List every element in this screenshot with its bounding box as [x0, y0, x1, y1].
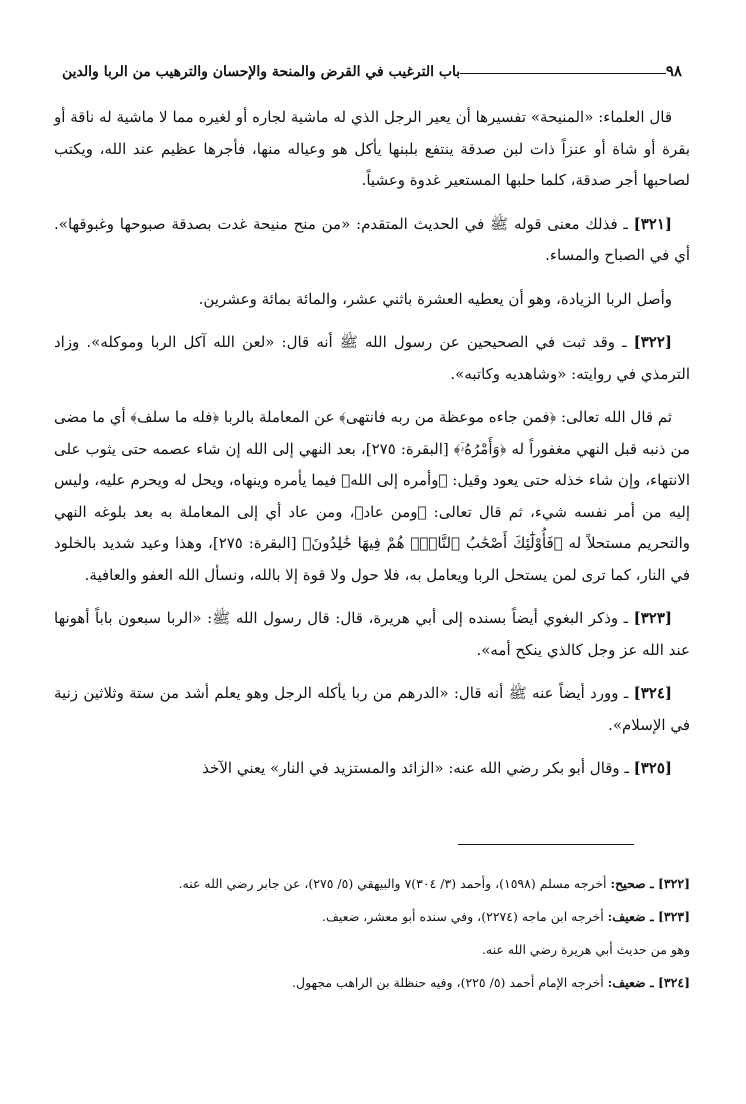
paragraph-text: ـ وورد أيضاً عنه ﷺ أنه قال: «الدرهم من ربا يأكله الرجل وهو يعلم أشد من ستة وثلاثين زنية في الإسلام». — [54, 684, 690, 734]
hadith-325 — [54, 753, 690, 785]
hadith-number: [٣٢٤] — [633, 684, 672, 702]
paragraph-text: ـ وقد ثبت في الصحيحين عن رسول الله ﷺ أنه قال: «لعن الله آكل الربا وموكله». وزاد الترمذي في روايته: «وشاهديه وكاتبه». — [54, 333, 690, 383]
hadith-number: [٣٢٢] — [633, 333, 672, 351]
footnote-text: وهو من حديث أبي هريرة رضي الله عنه. — [481, 942, 690, 957]
hadith-number: [٣٢٣] — [633, 609, 672, 627]
footnote-323 — [54, 903, 690, 930]
hadith-323 — [54, 603, 690, 666]
footnote-text: أخرجه ابن ماجه (٢٢٧٤)، وفي سنده أبو معشر، ضعيف. — [321, 909, 608, 924]
paragraph-text: وأصل الربا الزيادة، وهو أن يعطيه العشرة باثني عشر، والمائة بمائة وعشرين. — [198, 289, 672, 308]
hadith-322 — [54, 327, 690, 390]
footnotes — [54, 870, 690, 1002]
footnote-323-note — [54, 936, 690, 963]
paragraph-text: ـ فذلك معنى قوله ﷺ في الحديث المتقدم: «من منح منيحة غدت بصدقة صبوحها وغبوقها». أي في الصباح والمساء. — [54, 214, 690, 264]
page-number: ٩٨ — [665, 62, 682, 80]
book-page — [54, 52, 690, 797]
paragraph-riba-origin — [54, 284, 690, 316]
footnote-322 — [54, 870, 690, 897]
paragraph-text: ثم قال الله تعالى: ﴿فمن جاءه موعظة من ربه فانتهى﴾ عن المعاملة بالربا ﴿فله ما سلف﴾ أي ما مضى من ذنبه قبل النهي مغفوراً له ﴿وَأَمْرُهُۥٓ﴾ [البقرة: ٢٧٥]، بعد النهي إلى الله إن شاء عصمه حتى يثوب على الانتهاء، وإن شاء خذله حتى يعود وقيل: ﴿وأمره إلى الله﴾ فيما يأمره وينهاه، ويحل له ويحرم عليه، وليس إليه من أمر نفسه شيء، ثم قال تعالى: ﴿ومن عاد﴾، ومن عاد أي إلى المعاملة به بعد بلوغه النهي والتحريم مستحلاً له ﴿فَأُوْلَٰٓئِكَ أَصْحَٰبُ ٱلنَّارِۖ هُمْ فِيهَا خَٰلِدُونَ﴾ [البقرة: ٢٧٥]، وهذا وعيد شديد بالخلود في النار، كما ترى لمن يستحل الربا ويعامل به، فلا حول ولا قوة إلا بالله، ونسأل الله العفو والعافية. — [54, 408, 691, 584]
footnote-grade: [٣٢٣] ـ ضعيف: — [607, 909, 690, 924]
footnote-divider — [458, 844, 634, 845]
footnote-grade: [٣٢٤] ـ ضعيف: — [607, 975, 690, 990]
paragraph-text: قال العلماء: «المنيحة» تفسيرها أن يعير الرجل الذي له ماشية لجاره أو لغيره مما لا ماشية له ناقة أو بقرة أو شاة أو عنزاً ذات لبن صدقة ينتفع بلبنها يأكل هو وعياله منها، فأجرها عظيم عند الله، ويكتب لصاحبها أجر صدقة، كلما حلبها المستعير غدوة وعشياً. — [54, 108, 690, 189]
paragraph-text: ـ وقال أبو بكر رضي الله عنه: «الزائد والمستزيد في النار» يعني الآخذ — [202, 759, 634, 777]
footnote-324 — [54, 969, 690, 996]
hadith-number: [٣٢١] — [633, 214, 672, 233]
main-text — [54, 102, 690, 785]
chapter-title: باب الترغيب في القرض والمنحة والإحسان والترهيب من الربا والدين — [62, 64, 461, 80]
hadith-number: [٣٢٥] — [633, 759, 672, 777]
hadith-321 — [54, 209, 690, 272]
footnote-text: أخرجه مسلم (١٥٩٨)، وأحمد (٣/ ٣٠٤)٧ والبيهقي (٥/ ٢٧٥)، عن جابر رضي الله عنه. — [178, 876, 611, 891]
paragraph-text: ـ وذكر البغوي أيضاً بسنده إلى أبي هريرة، قال: قال رسول الله ﷺ: «الربا سبعون باباً أهونها عند الله عز وجل كالذي ينكح أمه». — [54, 609, 690, 659]
hadith-324 — [54, 678, 690, 741]
paragraph-scholars-definition — [54, 102, 690, 197]
header-rule — [460, 73, 666, 74]
footnote-grade: [٣٢٢] ـ صحيح: — [610, 876, 690, 891]
paragraph-quran-commentary — [54, 402, 690, 591]
footnote-text: أخرجه الإمام أحمد (٥/ ٢٢٥)، وفيه حنظلة بن الراهب مجهول. — [292, 975, 608, 990]
page-header — [54, 52, 690, 80]
